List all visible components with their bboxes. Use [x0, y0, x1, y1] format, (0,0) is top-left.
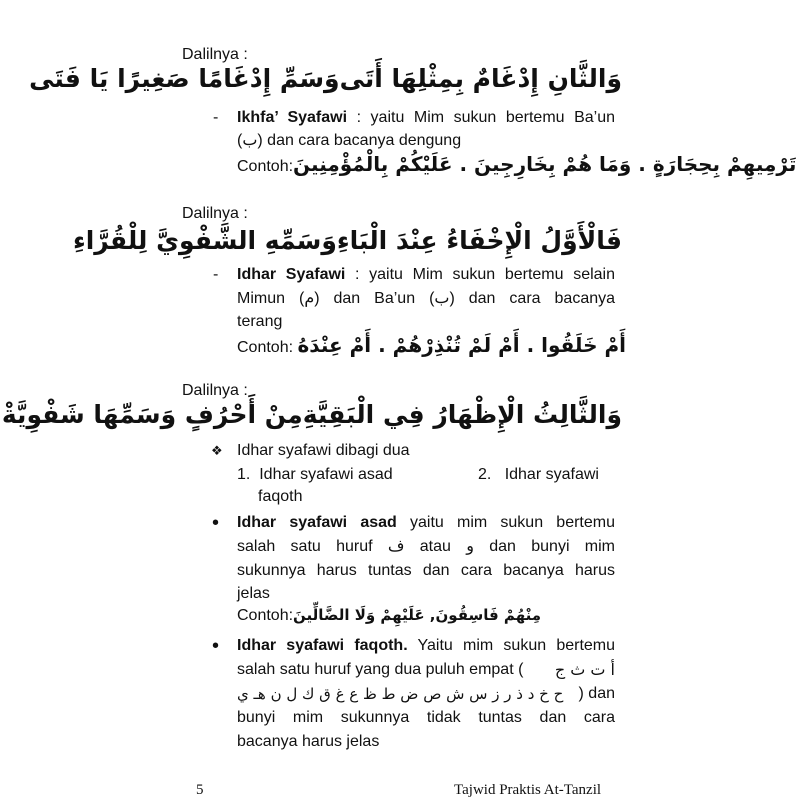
arabic-example: أَمْ خَلَقُوا . أَمْ لَمْ تُنْذِرْهُمْ . أَمْ عِنْدَهُ: [297, 333, 626, 357]
list-text: Idhar syafawi: [504, 466, 599, 483]
arabic-example: مِنْهُمْ فَاسِقُونَ, عَلَيْهِمْ وَلَا الضَّالِّينَ: [293, 606, 542, 624]
term-idhar-syafawi: Idhar Syafawi: [237, 266, 346, 283]
definition-text: terang: [237, 313, 283, 330]
definition-text: [237, 660, 615, 680]
definition-text: sukunnya harus tuntas dan cara bacanya harus: [237, 562, 615, 579]
example-line: [237, 154, 796, 177]
arabic-verse: [1, 398, 622, 432]
definition-text: Mimun (م) dan Ba’un (ب) dan cara bacanya: [237, 290, 616, 307]
definition-text: bunyi mim sukunnya tidak tuntas dan cara: [237, 709, 615, 726]
verse-hemistich-second: وَسَمِّهِ الشَّفْوِيَّ لِلْقُرَّاءِ: [72, 226, 337, 255]
arabic-letters: ح خ د ذ ر ز س ش ص ض ط ظ ع غ ق ك ل ن هـ ي: [237, 685, 564, 703]
dash-marker: -: [213, 266, 219, 283]
list-number: 1.: [237, 466, 251, 483]
idhar-definition-line: [237, 265, 615, 285]
contoh-label: Contoh:: [237, 158, 294, 175]
term-idhar-faqoth: Idhar syafawi faqoth.: [237, 637, 408, 654]
definition-text: salah satu huruf yang dua puluh empat (: [237, 661, 524, 678]
list-item: [478, 465, 599, 485]
ikhfa-definition-line: [237, 108, 615, 128]
diamond-bullet-icon: ❖: [211, 443, 223, 458]
asad-definition-line: [237, 513, 615, 533]
arabic-example: تَرْمِيهِمْ بِحِجَارَةٍ . وَمَا هُمْ بِخَارِجِينَ . عَلَيْكُمْ بِالْمُؤْمِنِينَ: [293, 152, 797, 176]
list-text: Idhar syafawi asad: [259, 466, 393, 483]
arabic-letters: أ ت ث ج: [554, 660, 615, 679]
bullet-marker: •: [212, 512, 220, 534]
definition-text: [237, 684, 615, 704]
arabic-verse: [29, 62, 622, 96]
definition-text: (ب) dan cara bacanya dengung: [237, 132, 462, 149]
dalil-label: Dalilnya :: [182, 382, 248, 399]
page-number: 5: [196, 782, 204, 798]
definition-text: Yaitu mim sukun bertemu: [417, 637, 616, 654]
definition-text: jelas: [237, 585, 270, 602]
faqoth-definition-line: [237, 636, 615, 656]
division-heading: Idhar syafawi dibagi dua: [237, 442, 410, 459]
contoh-label: Contoh:: [237, 607, 294, 624]
verse-hemistich-first: وَالثَّانِ إِدْغَامٌ بِمِثْلِهَا أَتَى: [339, 64, 622, 93]
book-title: Tajwid Praktis At-Tanzil: [454, 782, 602, 798]
verse-hemistich-first: فَالْأَوَّلُ الْإِخْفَاءُ عِنْدَ الْبَاءِ: [336, 226, 622, 255]
dalil-label: Dalilnya :: [182, 205, 248, 222]
dalil-label: Dalilnya :: [182, 46, 248, 63]
verse-hemistich-second: وَسَمِّ إِدْغَامًا صَغِيرًا يَا فَتَى: [29, 64, 340, 93]
definition-text: salah satu huruf ف atau و dan bunyi mim: [237, 538, 616, 555]
list-item: [237, 465, 393, 485]
verse-hemistich-first: وَالثَّالِثُ الْإِظْهَارُ فِي الْبَقِيَّةِ: [302, 400, 622, 429]
term-ikhfa-syafawi: Ikhfa’ Syafawi: [237, 109, 348, 126]
term-idhar-asad: Idhar syafawi asad: [237, 514, 397, 531]
definition-text: : yaitu Mim sukun bertemu selain: [355, 266, 616, 283]
arabic-verse: [72, 224, 622, 258]
list-text-continued: faqoth: [258, 488, 303, 505]
example-line: [237, 605, 541, 626]
list-number: 2.: [478, 466, 492, 483]
contoh-label: Contoh:: [237, 339, 294, 356]
bullet-marker: •: [212, 635, 220, 657]
verse-hemistich-second: مِنْ أَحْرُفٍ وَسَمِّهَا شَفْوِيَّةْ: [1, 400, 303, 429]
example-line: [237, 335, 626, 358]
definition-text: ) dan: [578, 685, 615, 702]
definition-text: : yaitu Mim sukun bertemu Ba’un: [356, 109, 616, 126]
definition-text: yaitu mim sukun bertemu: [410, 514, 615, 531]
definition-text: bacanya harus jelas: [237, 733, 380, 750]
dash-marker: -: [213, 109, 219, 126]
